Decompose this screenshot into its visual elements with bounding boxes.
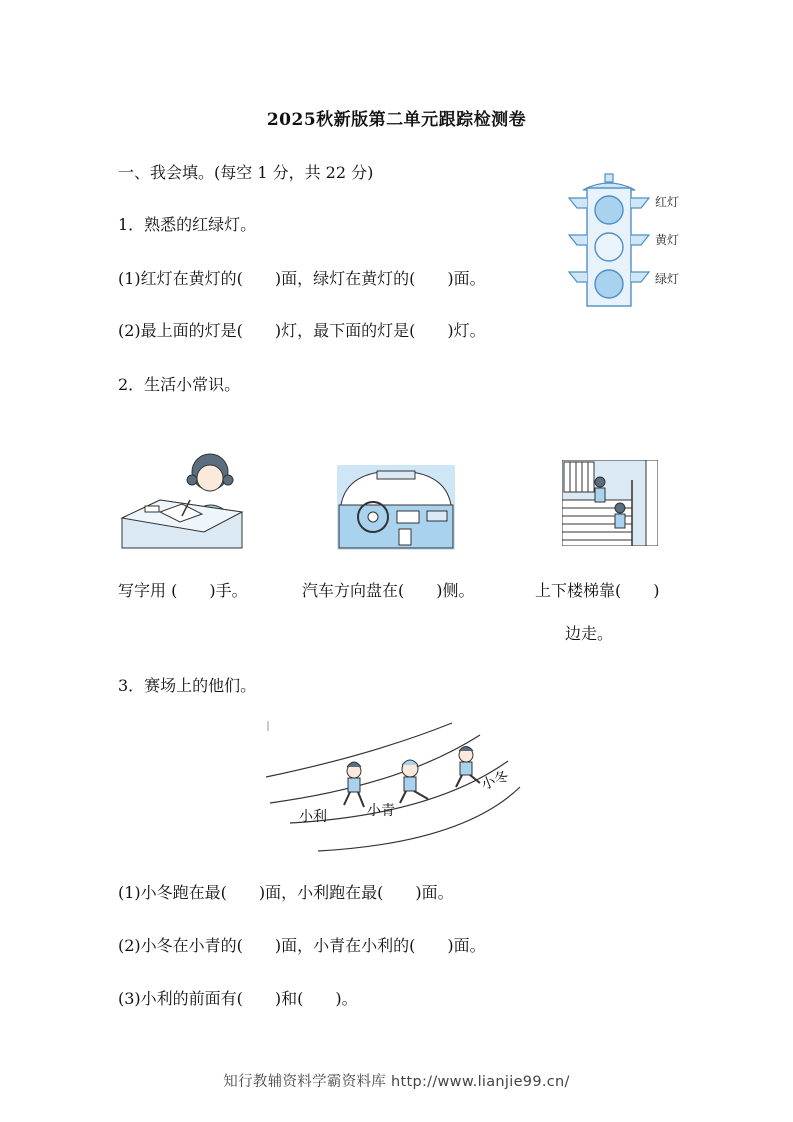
car-interior-illustration (337, 465, 455, 550)
footer-link[interactable]: 知行教辅资料学霸资料库 http://www.lianjie99.cn/ (223, 1074, 570, 1090)
light-label-green: 绿灯 (655, 272, 680, 286)
light-label-yellow: 黄灯 (655, 233, 680, 247)
page-title: 2025秋新版第二单元跟踪检测卷 (266, 110, 527, 130)
q3-item-1: (1)小冬跑在最( )面，小利跑在最( )面。 (118, 883, 454, 902)
runner-label-xiaoli: 小利 (299, 809, 327, 825)
q3-item-2: (2)小冬在小青的( )面，小青在小利的( )面。 (118, 936, 486, 955)
q2-caption-3: 上下楼梯靠( ) (535, 581, 660, 600)
q2-stem: 2．生活小常识。 (118, 375, 241, 394)
girl-writing-illustration (120, 450, 245, 550)
runner-label-xiaodong: 小冬 (479, 768, 512, 794)
q1-item-2: (2)最上面的灯是( )灯，最下面的灯是( )灯。 (118, 321, 486, 340)
stairs-illustration (562, 460, 658, 546)
runner-label-xiaoqing: 小青 (367, 803, 395, 819)
yellow-light-icon (595, 233, 623, 261)
green-light-icon (595, 270, 623, 298)
q3-item-3: (3)小利的前面有( )和( )。 (118, 989, 358, 1008)
q1-item-1: (1)红灯在黄灯的( )面，绿灯在黄灯的( )面。 (118, 269, 486, 288)
q2-caption-3-cont: 边走。 (565, 624, 614, 643)
q2-caption-1: 写字用 ( )手。 (118, 581, 248, 600)
section-heading: 一、我会填。(每空 1 分，共 22 分) (118, 163, 374, 182)
light-label-red: 红灯 (655, 195, 680, 209)
q3-stem: 3．赛场上的他们。 (118, 676, 257, 695)
red-light-icon (595, 196, 623, 224)
q1-stem: 1．熟悉的红绿灯。 (118, 215, 257, 234)
q2-caption-2: 汽车方向盘在( )侧。 (302, 581, 475, 600)
